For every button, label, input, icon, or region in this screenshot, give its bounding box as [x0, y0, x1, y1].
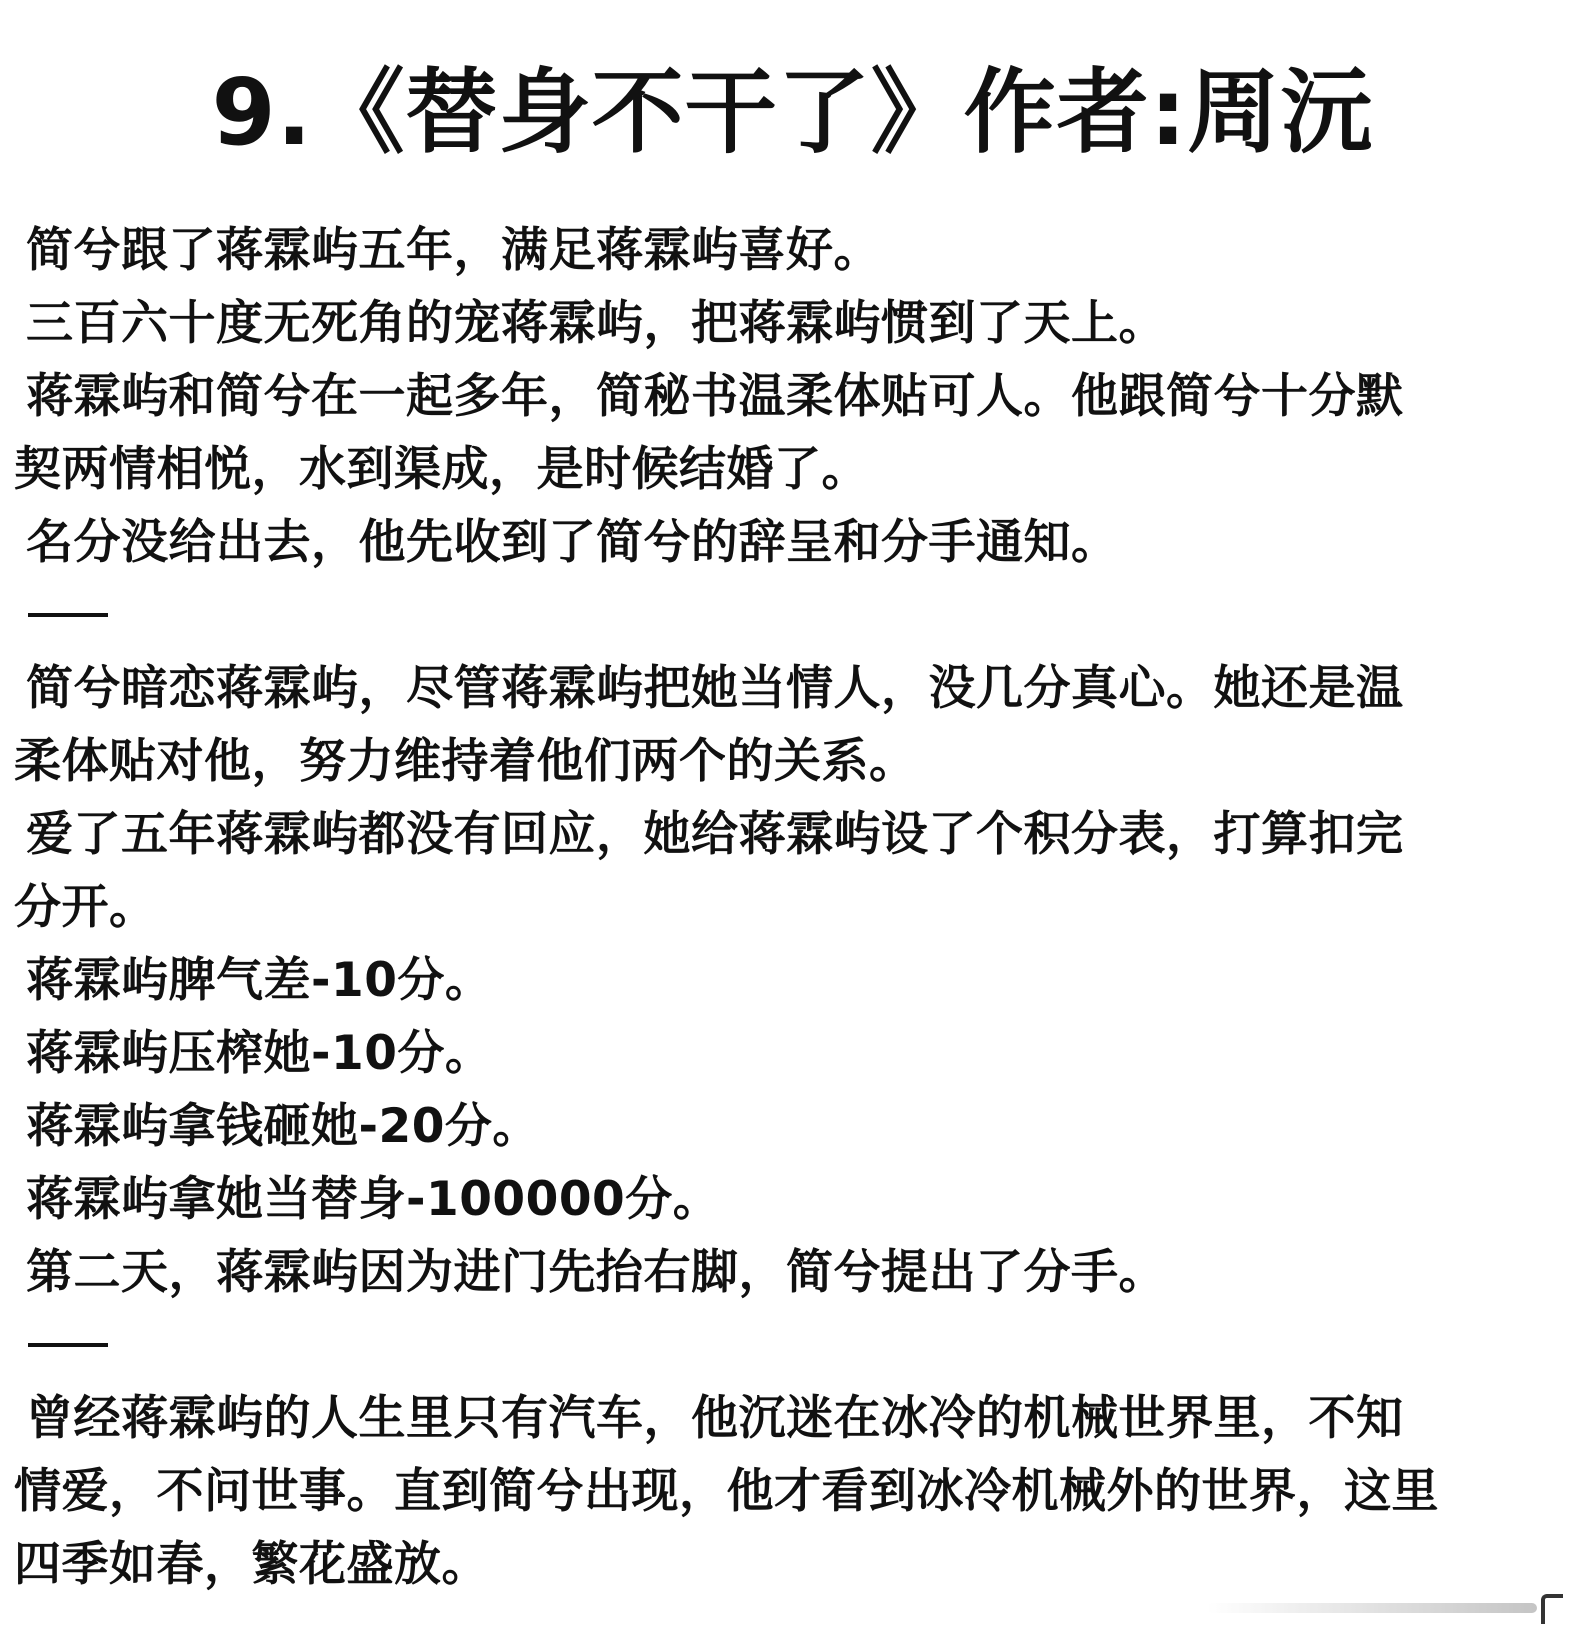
synopsis-body: [14, 214, 1574, 1601]
text-line: 蒋霖屿拿她当替身-100000分。: [26, 1172, 721, 1227]
divider-rule: [28, 1343, 108, 1347]
text-line: 三百六十度无死角的宠蒋霖屿，把蒋霖屿惯到了天上。: [26, 296, 1166, 351]
text-line: 柔体贴对他，努力维持着他们两个的关系。: [14, 734, 917, 789]
section-divider: [14, 1309, 1574, 1382]
text-line: 蒋霖屿脾气差-10分。: [26, 953, 493, 1008]
text-line: 名分没给出去，他先收到了简兮的辞呈和分手通知。: [26, 515, 1119, 570]
text-line: 契两情相悦，水到渠成，是时候结婚了。: [14, 442, 869, 497]
text-line: 简兮暗恋蒋霖屿，尽管蒋霖屿把她当情人，没几分真心。她还是温: [26, 661, 1404, 716]
text-line: 曾经蒋霖屿的人生里只有汽车，他沉迷在冰冷的机械世界里，不知: [26, 1391, 1404, 1446]
text-line: 情爱，不问世事。直到简兮出现，他才看到冰冷机械外的世界，这里: [14, 1464, 1439, 1519]
text-line: 分开。: [14, 880, 157, 935]
section-divider: [14, 579, 1574, 652]
watermark-icon: [1207, 1590, 1567, 1624]
text-line: 爱了五年蒋霖屿都没有回应，她给蒋霖屿设了个积分表，打算扣完: [26, 807, 1404, 862]
page-title: 9.《替身不干了》作者:周沅: [211, 59, 1374, 166]
text-line: 蒋霖屿和简兮在一起多年，简秘书温柔体贴可人。他跟简兮十分默: [26, 369, 1404, 424]
text-line: 简兮跟了蒋霖屿五年，满足蒋霖屿喜好。: [26, 223, 881, 278]
watermark-mark-icon: [1541, 1594, 1563, 1624]
text-line: 蒋霖屿压榨她-10分。: [26, 1026, 493, 1081]
text-line: 第二天，蒋霖屿因为进门先抬右脚，简兮提出了分手。: [26, 1245, 1166, 1300]
divider-rule: [28, 613, 108, 617]
text-line: 蒋霖屿拿钱砸她-20分。: [26, 1099, 540, 1154]
text-line: 四季如春，繁花盛放。: [14, 1537, 489, 1592]
watermark-bar: [1207, 1603, 1537, 1613]
